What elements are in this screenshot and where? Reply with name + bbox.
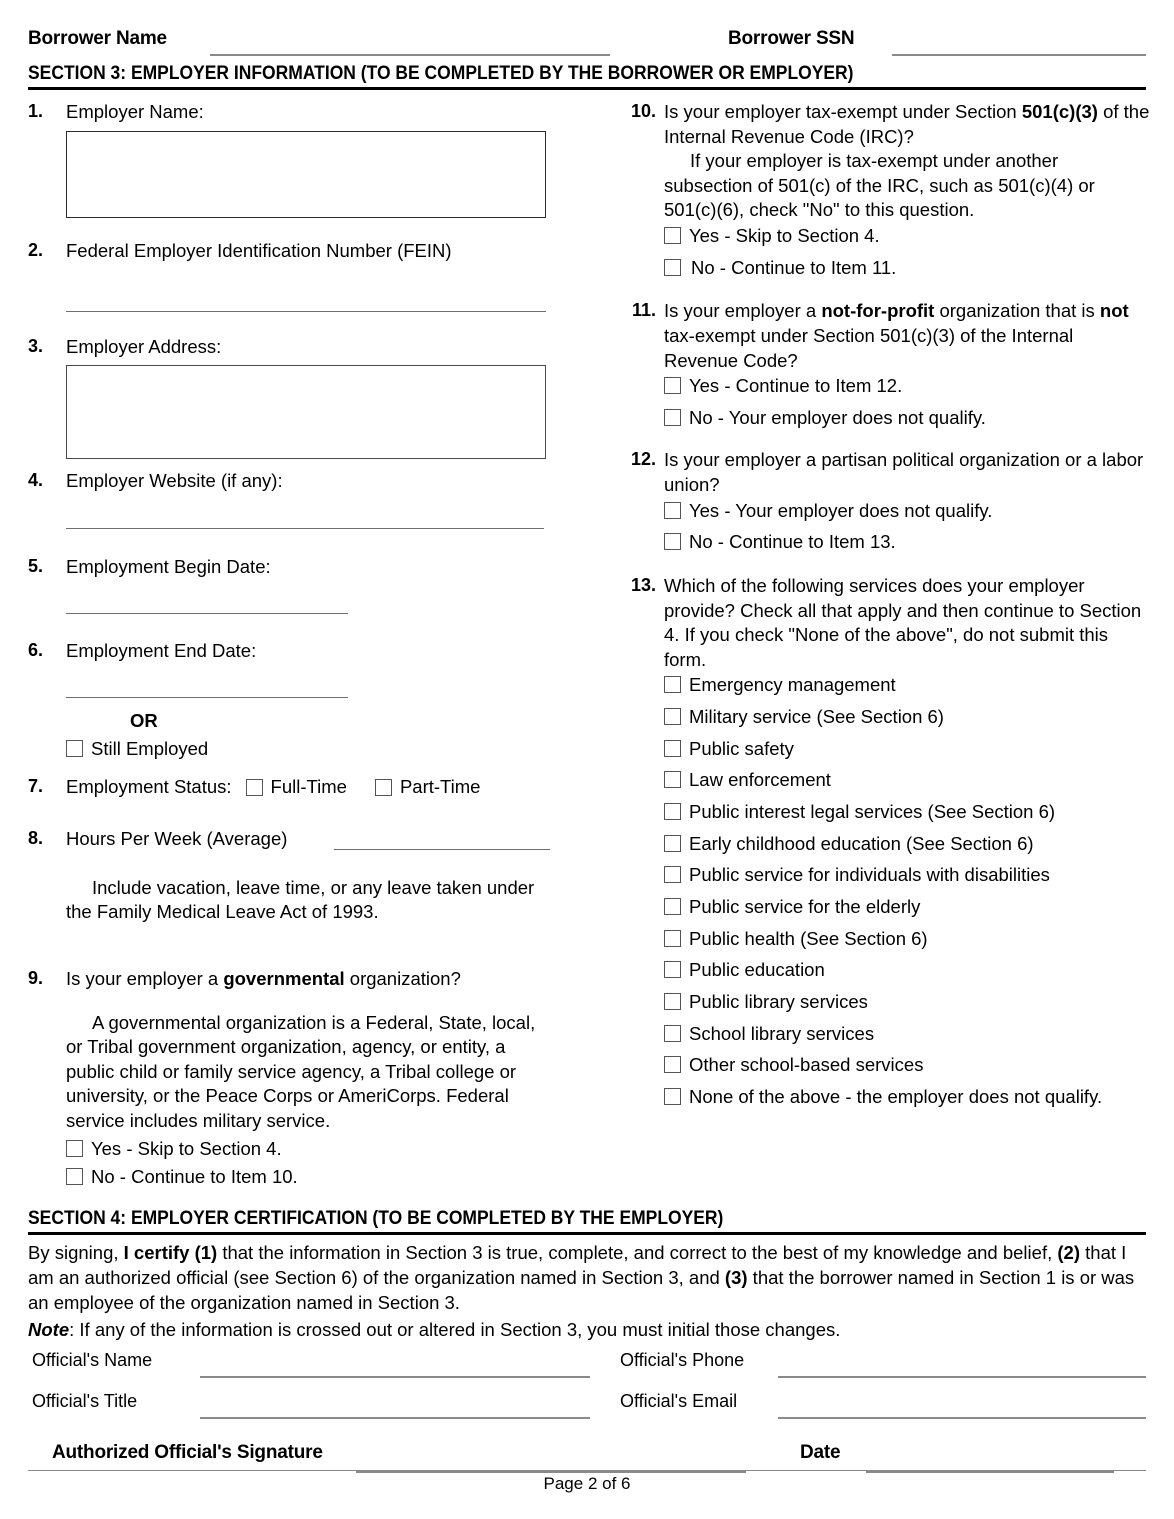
item-12-yes-row[interactable] (664, 499, 1150, 523)
item-10-yes-row[interactable] (664, 224, 1150, 248)
official-fields (28, 1350, 1146, 1431)
item-10-question-bold: 501(c)(3) (1021, 101, 1098, 122)
date-label: Date (800, 1442, 841, 1463)
item-9-no-checkbox[interactable] (66, 1168, 83, 1185)
item-11-number: 11. (631, 300, 656, 321)
cert-p4: (2) (1057, 1242, 1080, 1263)
item-9-governmental-org (28, 967, 588, 1189)
page-header (28, 28, 1146, 60)
cert-p3: that the information in Section 3 is true, complete, and correct to the best of my knowledge and belief, (217, 1242, 1058, 1263)
employer-website-input-line[interactable] (66, 528, 544, 529)
item-12-no-row[interactable] (664, 530, 1150, 554)
service-option-checkbox[interactable] (664, 708, 681, 725)
official-email-label: Official's Email (620, 1391, 738, 1411)
item-3-number: 3. (28, 336, 44, 356)
service-option-label: Public health (See Section 6) (689, 927, 928, 949)
left-column (28, 100, 588, 1189)
official-phone-input-line[interactable] (778, 1376, 1146, 1378)
service-option-label: Public safety (689, 737, 794, 759)
item-6-label: Employment End Date: (66, 640, 257, 661)
item-9-question (66, 967, 588, 992)
item-10-tax-exempt (620, 100, 1150, 279)
service-option-checkbox[interactable] (664, 866, 681, 883)
item-8-note: Include vacation, leave time, or any leave taken under the Family Medical Leave Act of 1993. (66, 876, 535, 923)
official-email-input-line[interactable] (778, 1417, 1146, 1419)
item-13-services (620, 574, 1150, 1109)
item-9-yes-checkbox[interactable] (66, 1140, 83, 1157)
official-name-input-line[interactable] (200, 1376, 590, 1378)
cert-p2: I certify (1) (123, 1242, 218, 1263)
item-12-yes-checkbox[interactable] (664, 502, 681, 519)
official-title-label: Official's Title (32, 1391, 138, 1411)
item-6-employment-end-date (28, 639, 588, 769)
item-7-number: 7. (28, 776, 44, 796)
item-10-no-row[interactable] (664, 256, 1150, 280)
service-option-label: Public service for the elderly (689, 896, 921, 918)
still-employed-row[interactable] (66, 737, 588, 761)
cert-p1: By signing, (28, 1242, 124, 1263)
service-option-checkbox[interactable] (664, 898, 681, 915)
official-phone-label: Official's Phone (620, 1350, 745, 1370)
employment-end-date-input-line[interactable] (66, 697, 348, 698)
service-option-checkbox[interactable] (664, 930, 681, 947)
part-time-checkbox[interactable] (375, 779, 392, 796)
services-checkbox-list (664, 673, 1150, 1108)
item-7-employment-status (28, 775, 588, 825)
service-option-row[interactable] (664, 737, 1150, 761)
item-9-yes-row[interactable] (66, 1137, 588, 1161)
item-13-number: 13. (630, 574, 656, 595)
service-option-row[interactable] (664, 990, 1150, 1014)
service-option-checkbox[interactable] (664, 993, 681, 1010)
employment-begin-date-input-line[interactable] (66, 613, 348, 614)
cert-p6: (3) (724, 1267, 748, 1289)
item-11-no-label: No - Your employer does not qualify. (689, 406, 986, 428)
date-input-line[interactable] (866, 1471, 1114, 1473)
service-option-row[interactable] (664, 927, 1150, 951)
service-option-row[interactable] (664, 958, 1150, 982)
item-4-number: 4. (28, 470, 44, 490)
item-12-yes-label: Yes - Your employer does not qualify. (689, 499, 993, 521)
service-option-row[interactable] (664, 832, 1150, 856)
section-4-title: SECTION 4: EMPLOYER CERTIFICATION (TO BE COMPLETED BY THE EMPLOYER) (28, 1208, 724, 1229)
item-12-no-checkbox[interactable] (664, 533, 681, 550)
fein-input-line[interactable] (66, 311, 546, 312)
still-employed-label: Still Employed (91, 738, 209, 760)
service-option-checkbox[interactable] (664, 771, 681, 788)
item-12-partisan-political (620, 448, 1150, 554)
item-11-question-d: not (1099, 300, 1129, 322)
item-6-number: 6. (28, 640, 44, 660)
part-time-label: Part-Time (399, 776, 481, 797)
footer-divider (28, 1470, 1146, 1471)
item-10-question-pre: Is your employer tax-exempt under Section (664, 101, 1022, 122)
item-9-no-label: No - Continue to Item 10. (91, 1166, 298, 1188)
official-title-input-line[interactable] (200, 1417, 590, 1419)
page-number: Page 2 of 6 (543, 1474, 631, 1493)
item-11-yes-label: Yes - Continue to Item 12. (689, 375, 903, 397)
borrower-name-label: Borrower Name (28, 28, 167, 49)
official-name-phone-row (28, 1350, 1146, 1390)
item-2-fein (28, 239, 588, 331)
item-11-not-for-profit (620, 299, 1150, 429)
or-divider-label: OR (130, 709, 158, 731)
service-option-row[interactable] (664, 673, 1150, 697)
service-option-row[interactable] (664, 1053, 1150, 1077)
service-option-label: Public library services (689, 991, 868, 1013)
signature-label: Authorized Official's Signature (52, 1442, 323, 1463)
cert-p7: that the borrower named in Section 1 is or was an employee of the organization named in Section 3. (28, 1267, 1135, 1314)
item-11-question-e: tax-exempt under Section 501(c)(3) of the Internal Revenue Code? (664, 324, 1074, 371)
item-11-question-c: organization that is (934, 300, 1100, 322)
employer-address-input[interactable] (66, 365, 546, 459)
item-10-question (664, 100, 1150, 149)
item-9-yes-label: Yes - Skip to Section 4. (91, 1137, 282, 1159)
item-9-number: 9. (28, 968, 44, 988)
service-option-row[interactable] (664, 863, 1150, 887)
item-10-yes-label: Yes - Skip to Section 4. (689, 224, 880, 246)
item-11-yes-checkbox[interactable] (664, 377, 681, 394)
item-2-number: 2. (28, 240, 44, 260)
service-option-label: Early childhood education (See Section 6) (689, 832, 1034, 854)
item-12-no-label: No - Continue to Item 13. (689, 531, 896, 553)
cert-p5: that I am an authorized official (see Section 6) of the organization named in Section 3, and (28, 1242, 1127, 1289)
service-option-row[interactable] (664, 768, 1150, 792)
item-9-no-row[interactable] (66, 1165, 588, 1189)
item-4-label: Employer Website (if any): (66, 470, 283, 491)
item-3-employer-address (28, 335, 588, 463)
certification-note (28, 1317, 1146, 1342)
still-employed-checkbox[interactable] (66, 740, 83, 757)
borrower-name-input-line[interactable] (210, 54, 610, 56)
item-10-number: 10. (630, 101, 656, 121)
item-5-label: Employment Begin Date: (66, 556, 271, 577)
item-11-no-row[interactable] (664, 406, 1150, 430)
item-12-question: Is your employer a partisan political organization or a labor union? (664, 449, 1144, 496)
item-9-note: A governmental organization is a Federal, State, local, or Tribal government organization, agency, or entity, a public child or family service agency, a Tribal college or university, or the Peace Corps or AmeriCorps. Federal service includes military service. (66, 1011, 536, 1131)
service-option-checkbox[interactable] (664, 1025, 681, 1042)
service-option-checkbox[interactable] (664, 1056, 681, 1073)
item-9-question-post: organization? (344, 968, 461, 989)
item-13-question: Which of the following services does your employer provide? Check all that apply and then continue to Section 4. If you check "None of the above", do not submit this form. (664, 574, 1142, 670)
signature-input-line[interactable] (356, 1471, 746, 1473)
service-option-row[interactable] (664, 1085, 1150, 1109)
certification-text (28, 1240, 1146, 1343)
item-10-no-checkbox[interactable] (664, 259, 681, 276)
item-11-question (664, 299, 1150, 373)
item-10-no-label: No - Continue to Item 11. (691, 256, 897, 278)
service-option-label: Military service (See Section 6) (689, 706, 944, 728)
item-4-employer-website (28, 469, 588, 555)
item-1-label: Employer Name: (66, 101, 204, 122)
service-option-row[interactable] (664, 705, 1150, 729)
service-option-label: Public interest legal services (See Section 6) (689, 801, 1056, 823)
service-option-label: Other school-based services (689, 1054, 924, 1076)
item-10-question-post: of the Internal Revenue Code (IRC)? (664, 101, 1150, 147)
item-12-number: 12. (630, 449, 656, 470)
item-11-question-a: Is your employer a (664, 300, 822, 322)
service-option-label: Public service for individuals with disabilities (689, 864, 1050, 886)
service-option-label: School library services (689, 1022, 875, 1044)
service-option-checkbox[interactable] (664, 803, 681, 820)
borrower-ssn-label: Borrower SSN (728, 28, 855, 49)
service-option-checkbox[interactable] (664, 961, 681, 978)
item-9-question-pre: Is your employer a (66, 968, 224, 989)
service-option-checkbox[interactable] (664, 1088, 681, 1105)
item-1-number: 1. (28, 101, 44, 121)
service-option-label: Public education (689, 959, 825, 981)
official-title-email-row (28, 1391, 1146, 1431)
cert-note-label: Note (28, 1319, 70, 1341)
full-time-checkbox[interactable] (246, 779, 263, 796)
item-5-number: 5. (28, 556, 44, 576)
official-name-label: Official's Name (32, 1350, 153, 1370)
item-7-label: Employment Status: (66, 776, 232, 797)
item-10-note: If your employer is tax-exempt under another subsection of 501(c) of the IRC, such as 501(c)(4) or 501(c)(6), check "No" to this question. (664, 150, 1095, 221)
service-option-checkbox[interactable] (664, 676, 681, 693)
item-8-label: Hours Per Week (Average) (66, 828, 288, 849)
item-10-yes-checkbox[interactable] (664, 227, 681, 244)
item-8-hours-per-week (28, 827, 588, 945)
borrower-ssn-input-line[interactable] (892, 54, 1146, 56)
service-option-checkbox[interactable] (664, 835, 681, 852)
item-2-label: Federal Employer Identification Number (FEIN) (66, 240, 452, 261)
service-option-label: Emergency management (689, 674, 896, 696)
item-3-label: Employer Address: (66, 336, 222, 357)
service-option-label: Law enforcement (689, 769, 831, 791)
item-1-employer-name (28, 100, 588, 235)
service-option-checkbox[interactable] (664, 740, 681, 757)
section-4-header (28, 1208, 1146, 1235)
section-3-header (28, 63, 1146, 90)
service-option-row[interactable] (664, 800, 1150, 824)
certification-paragraph (28, 1240, 1146, 1315)
item-11-question-b: not-for-profit (821, 300, 935, 322)
item-5-employment-begin-date (28, 555, 588, 639)
employer-name-input[interactable] (66, 131, 546, 218)
right-column (620, 100, 1150, 1109)
hours-per-week-input-line[interactable] (334, 849, 550, 850)
item-11-yes-row[interactable] (664, 374, 1150, 398)
service-option-row[interactable] (664, 1022, 1150, 1046)
item-9-question-bold: governmental (223, 968, 345, 989)
full-time-label: Full-Time (270, 776, 347, 797)
section-3-title: SECTION 3: EMPLOYER INFORMATION (TO BE COMPLETED BY THE BORROWER OR EMPLOYER) (28, 63, 854, 84)
service-option-row[interactable] (664, 895, 1150, 919)
item-8-number: 8. (28, 828, 44, 848)
item-11-no-checkbox[interactable] (664, 409, 681, 426)
cert-note-text: : If any of the information is crossed out or altered in Section 3, you must initial those changes. (69, 1319, 841, 1341)
service-option-label: None of the above - the employer does not qualify. (689, 1086, 1103, 1108)
